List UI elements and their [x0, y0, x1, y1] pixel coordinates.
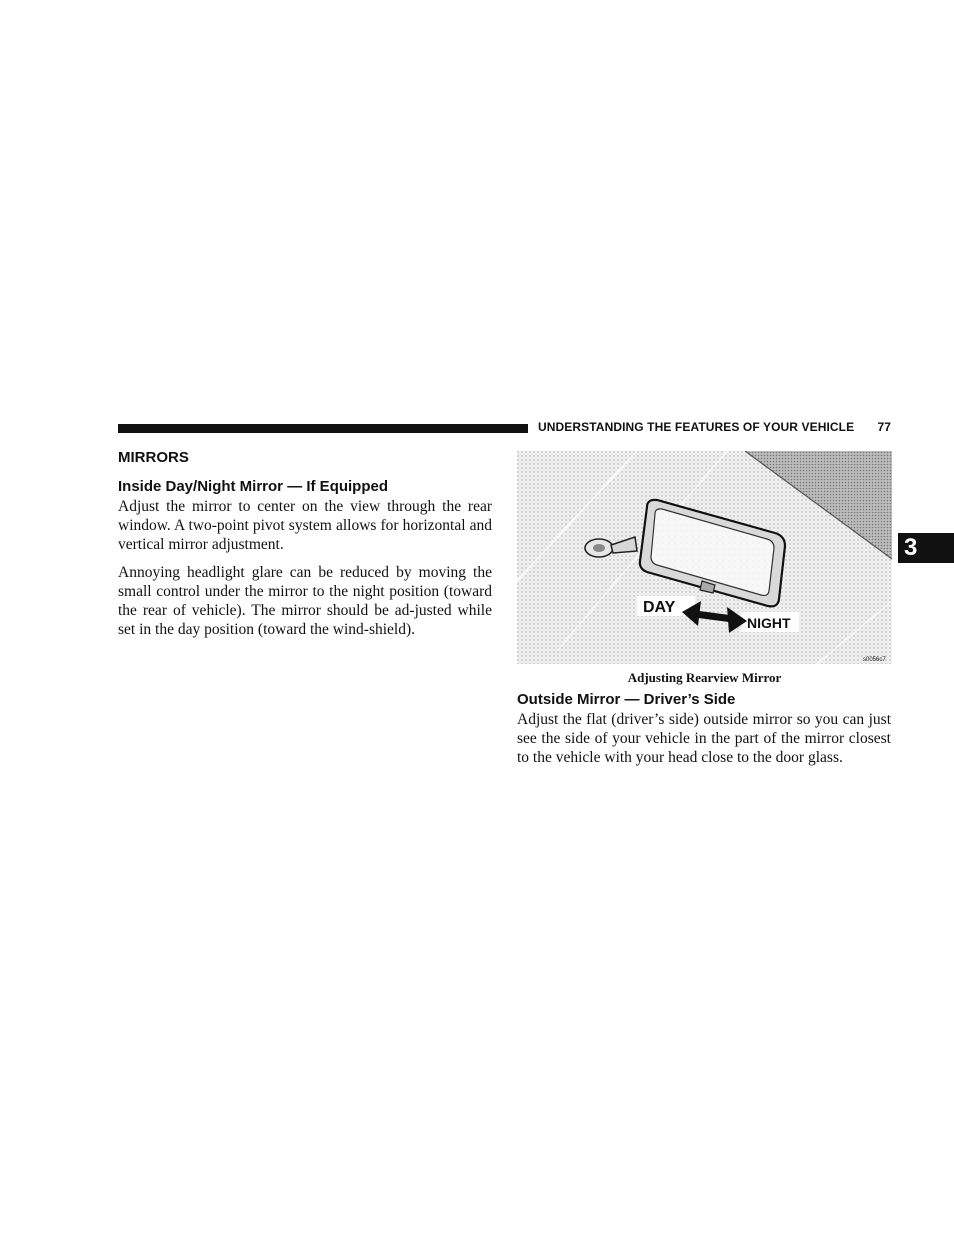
header-rule — [118, 424, 528, 433]
mirror-drawing — [517, 451, 892, 664]
section-title: MIRRORS — [118, 449, 189, 466]
day-label: DAY — [643, 599, 676, 616]
right-column — [517, 690, 891, 767]
paragraph-outside-mirror: Adjust the flat (driver’s side) outside mirror so you can just see the side of your vehicle in the part of the mirror closest to the vehicle with your head close to the door glass. — [517, 711, 891, 766]
night-label: NIGHT — [747, 615, 791, 631]
subsection-title-inside-mirror: Inside Day/Night Mirror — If Equipped — [118, 478, 389, 495]
subsection-title-outside-mirror: Outside Mirror — Driver’s Side — [517, 691, 736, 708]
page-number: 77 — [877, 420, 891, 434]
paragraph-mirror-adjust: Adjust the mirror to center on the view through the rear window. A two-point pivot system allows for horizontal and vertical mirror adjustment. — [118, 498, 492, 553]
left-column — [118, 448, 492, 639]
paragraph-glare: Annoying headlight glare can be reduced by moving the small control under the mirror to the night position (toward the rear of vehicle). The mirror should be ad-justed while set in the day position (toward the wind-shield). — [118, 564, 492, 638]
running-title: UNDERSTANDING THE FEATURES OF YOUR VEHICLE — [538, 420, 855, 434]
chapter-tab: 3 — [898, 533, 954, 563]
rearview-mirror-illustration — [517, 451, 892, 664]
running-header — [538, 420, 891, 434]
figure-caption: Adjusting Rearview Mirror — [627, 670, 782, 685]
illustration-code: s0056c7 — [863, 657, 886, 663]
